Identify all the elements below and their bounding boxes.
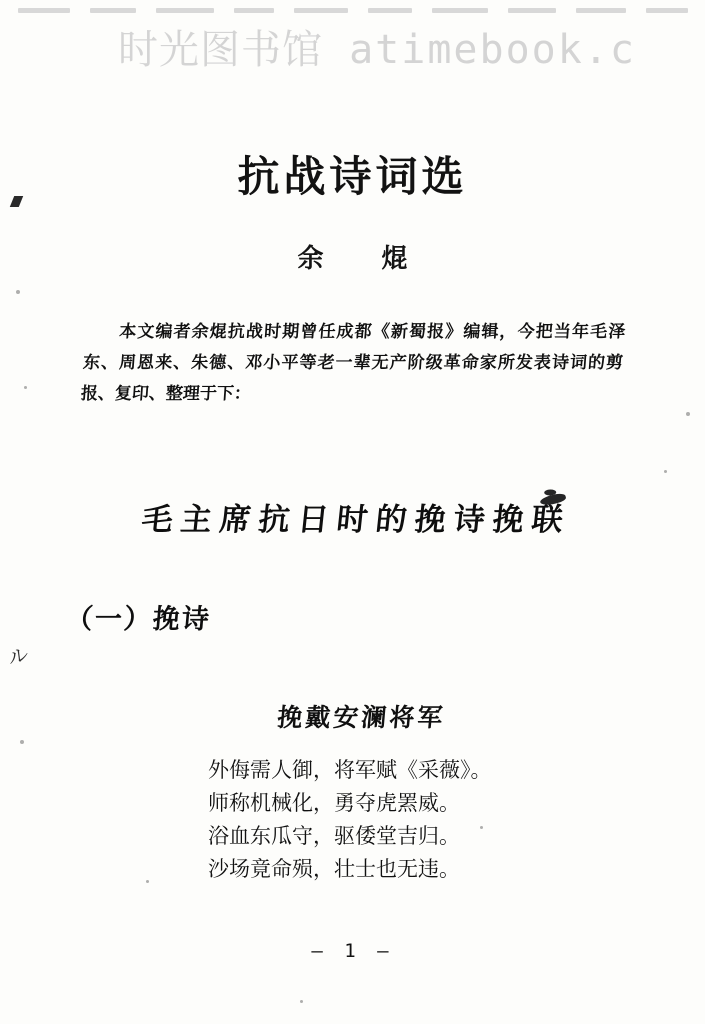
watermark-text [118, 18, 636, 75]
poem-line: 师称机械化，勇夺虎罴威。 [208, 791, 460, 815]
watermark-dashes [18, 8, 688, 18]
watermark-band [0, 0, 705, 92]
poem-line: 沙场竟命殒，壮士也无违。 [208, 857, 460, 881]
poem-title: 挽戴安澜将军 [276, 703, 447, 732]
scan-speck [480, 826, 483, 829]
page-number: — 1 — [311, 940, 394, 962]
author-name: 余 焜 [297, 244, 424, 274]
watermark-text-en: atimebook.c [323, 27, 636, 73]
scan-speck [686, 412, 690, 416]
scan-artifact-glyph: ル [6, 642, 30, 670]
watermark-text-cn: 时光图书馆 [118, 27, 323, 73]
scan-speck [24, 386, 27, 389]
intro-paragraph: 本文编者余焜抗战时期曾任成都《新蜀报》编辑，今把当年毛泽东、周恩来、朱德、邓小平等老一辈无产阶级革命家所发表诗词的剪报、复印、整理于下： [79, 322, 626, 404]
page-content [0, 92, 705, 1024]
poem-block [0, 698, 705, 886]
scan-speck [16, 290, 20, 294]
subsection-heading: （一）挽诗 [64, 604, 213, 635]
scan-speck [146, 880, 149, 883]
scan-speck [664, 470, 667, 473]
poem-line: 浴血东瓜守，驱倭堂吉归。 [208, 824, 460, 848]
scan-speck [20, 740, 24, 744]
poem-lines [0, 754, 705, 886]
poem-line: 外侮需人御，将军赋《采薇》。 [208, 758, 492, 782]
page-title: 抗战诗词选 [237, 152, 468, 201]
section-heading: 毛主席抗日时的挽诗挽联 [139, 502, 573, 538]
scan-speck [300, 1000, 303, 1003]
